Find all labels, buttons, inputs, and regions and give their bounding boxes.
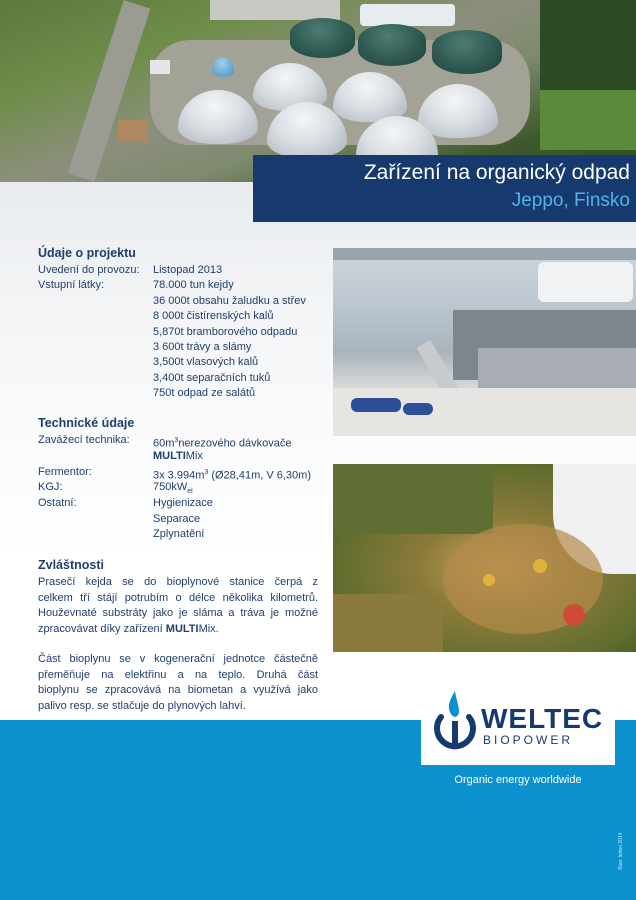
organic-waste-photo (333, 464, 636, 652)
chp-label: KGJ: (38, 481, 63, 493)
fermenter-value: 3x $3.994m^3$ (Ø28,41m, V 6,30m) (153, 469, 311, 482)
features-text-line: palivo resp. se stlačuje do plynových lahví. (38, 700, 246, 712)
feeding-brand: MULTIMix (153, 450, 203, 462)
other-item: Hygienizace (153, 497, 213, 509)
features-heading: Zvláštnosti (38, 558, 104, 572)
feeding-value: $60m^3nerezového$ dávkovače (153, 437, 292, 450)
date-footnote: Stav: leden 2014 (618, 832, 624, 870)
fermenter-label: Fermentor: (38, 466, 92, 478)
input-item: 750t odpad ze salátů (153, 387, 256, 399)
other-item: Zplynatění (153, 528, 205, 540)
brand-sub: BIOPOWER (483, 733, 574, 747)
flame-drop-icon (431, 687, 479, 757)
tagline: Organic energy worldwide (454, 774, 582, 786)
brand-name: WELTEC (481, 703, 604, 734)
page-title: Zařízení na organický odpad (363, 161, 630, 184)
input-item: 3 600t trávy a slámy (153, 341, 252, 353)
features-text-line: Část bioplynu se v kogenerační jednotce částečně (38, 653, 318, 665)
feeding-hall-photo (333, 248, 636, 436)
feeding-label: Zavážecí technika: (38, 434, 130, 446)
input-item: 3,400t separačních tuků (153, 372, 271, 384)
features-text-line: přeměňuje na elektřinu a na teplo. Druhá část (38, 669, 318, 681)
other-item: Separace (153, 513, 201, 525)
features-text-line: zpracovávat díky zařízení MULTIMix. (38, 623, 219, 635)
features-text-line: Prasečí kejda se do bioplynové stanice čerpá z (38, 576, 318, 588)
other-label: Ostatní: (38, 497, 77, 509)
input-item: 3,500t vlasových kalů (153, 356, 259, 368)
chp-value: $750kW_{el}$ (153, 481, 193, 496)
commissioning-label: Uvedení do provozu: (38, 264, 140, 276)
features-text-line: celkem tří stájí potrubím o délce několika kilometrů. (38, 592, 318, 604)
input-item: 8 000t čistírenských kalů (153, 310, 274, 322)
technical-heading: Technické údaje (38, 416, 135, 430)
inputs-label: Vstupní látky: (38, 279, 105, 291)
input-item: 5,870t bramborového odpadu (153, 326, 298, 338)
features-text-line: bioplynu se zpracovává na biometan a využívá jako (38, 684, 318, 696)
features-text-line: Houževnaté substráty jako je sláma a tráva je možné (38, 607, 318, 619)
page-subtitle: Jeppo, Finsko (511, 190, 630, 211)
input-item: 36 000t obsahu žaludku a střev (153, 295, 306, 307)
commissioning-value: Listopad 2013 (153, 264, 223, 276)
project-heading: Údaje o projektu (38, 246, 136, 260)
weltec-logo (421, 679, 615, 765)
input-item: 78.000 tun kejdy (153, 279, 234, 291)
